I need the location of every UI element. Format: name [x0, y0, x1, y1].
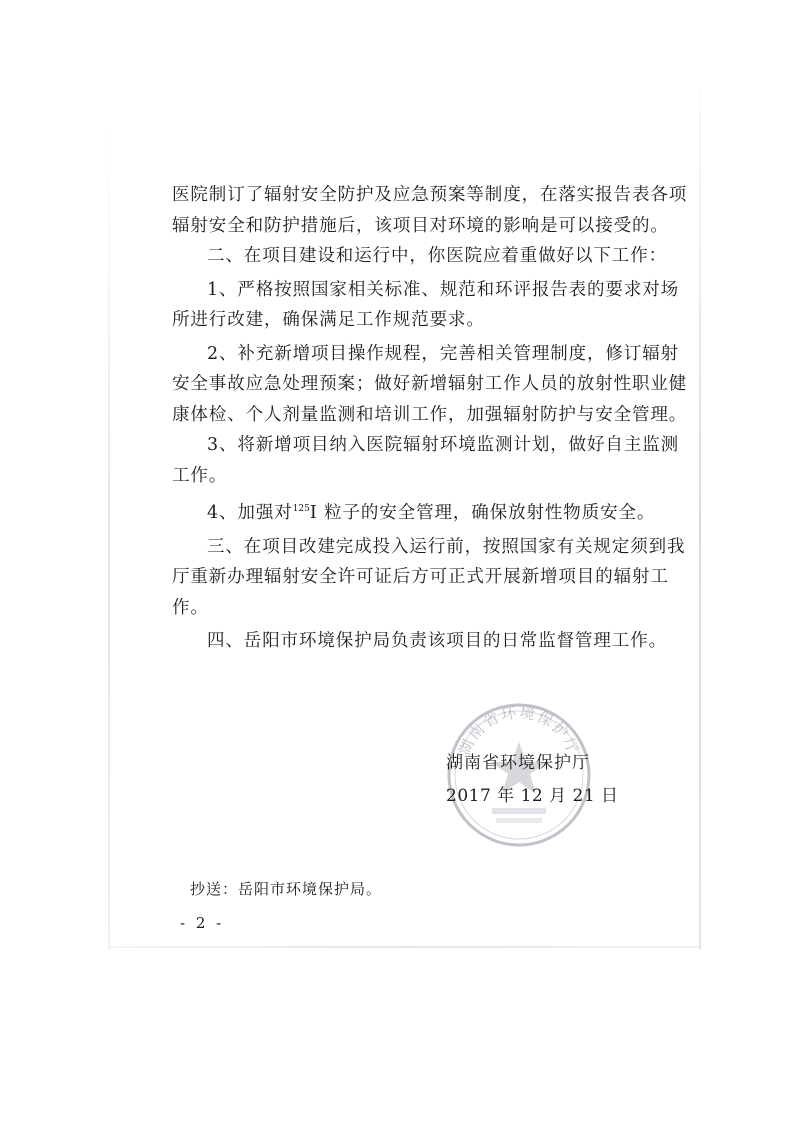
cc-line: 抄送：岳阳市环境保护局。: [190, 880, 383, 898]
paragraph-7-line-1: 三、在项目改建完成投入运行前，按照国家有关规定须到我: [207, 536, 686, 557]
paragraph-4-line-3: 康体检、个人剂量监测和培训工作，加强辐射防护与安全管理。: [172, 404, 688, 425]
paragraph-4-line-1: 2、补充新增项目操作规程，完善相关管理制度，修订辐射: [207, 343, 680, 364]
document-body: [172, 180, 688, 657]
paragraph-4-line-2: 安全事故应急处理预案；做好新增辐射工作人员的放射性职业健: [172, 374, 688, 394]
page-number: - 2 -: [180, 914, 225, 932]
paragraph-6-line-1: [172, 494, 656, 529]
paragraph-2-line-1: 二、在项目建设和运行中，你医院应着重做好以下工作：: [207, 246, 667, 266]
paragraph-3-line-1: 1、严格按照国家相关标准、规范和环评报告表的要求对场: [207, 279, 680, 300]
issuing-authority: 湖南省环境保护厅: [446, 753, 590, 773]
paragraph-6-rest: I 粒子的安全管理，确保放射性物质安全。: [309, 503, 656, 523]
paragraph-7-line-2: 厅重新办理辐射安全许可证后方可正式开展新增项目的辐射工: [172, 567, 669, 587]
isotope-superscript: 125: [292, 504, 310, 514]
scan-edge-left: [108, 120, 110, 950]
paragraph-1-line-2: 辐射安全和防护措施后，该项目对环境的影响是可以接受的。: [172, 215, 669, 236]
paragraph-5-line-1: 3、将新增项目纳入医院辐射环境监测计划，做好自主监测: [207, 435, 680, 455]
scan-edge-bottom: [110, 946, 700, 948]
paragraph-7-line-3: 作。: [172, 597, 209, 618]
paragraph-1-line-1: 医院制订了辐射安全防护及应急预案等制度，在落实报告表各项: [172, 185, 688, 205]
official-seal-stamp: [444, 700, 594, 850]
paragraph-5-line-2: 工作。: [172, 465, 228, 486]
seal-text: 湖南省环境保护厅: [455, 703, 583, 758]
paragraph-6-prefix: 4、加强对: [207, 503, 293, 523]
issue-date: 2017 年 12 月 21 日: [446, 786, 619, 806]
scan-edge-right: [699, 90, 701, 950]
paragraph-3-line-2: 所进行改建，确保满足工作规范要求。: [172, 310, 485, 330]
paragraph-8-line-1: 四、岳阳市环境保护局负责该项目的日常监督管理工作。: [207, 631, 667, 651]
